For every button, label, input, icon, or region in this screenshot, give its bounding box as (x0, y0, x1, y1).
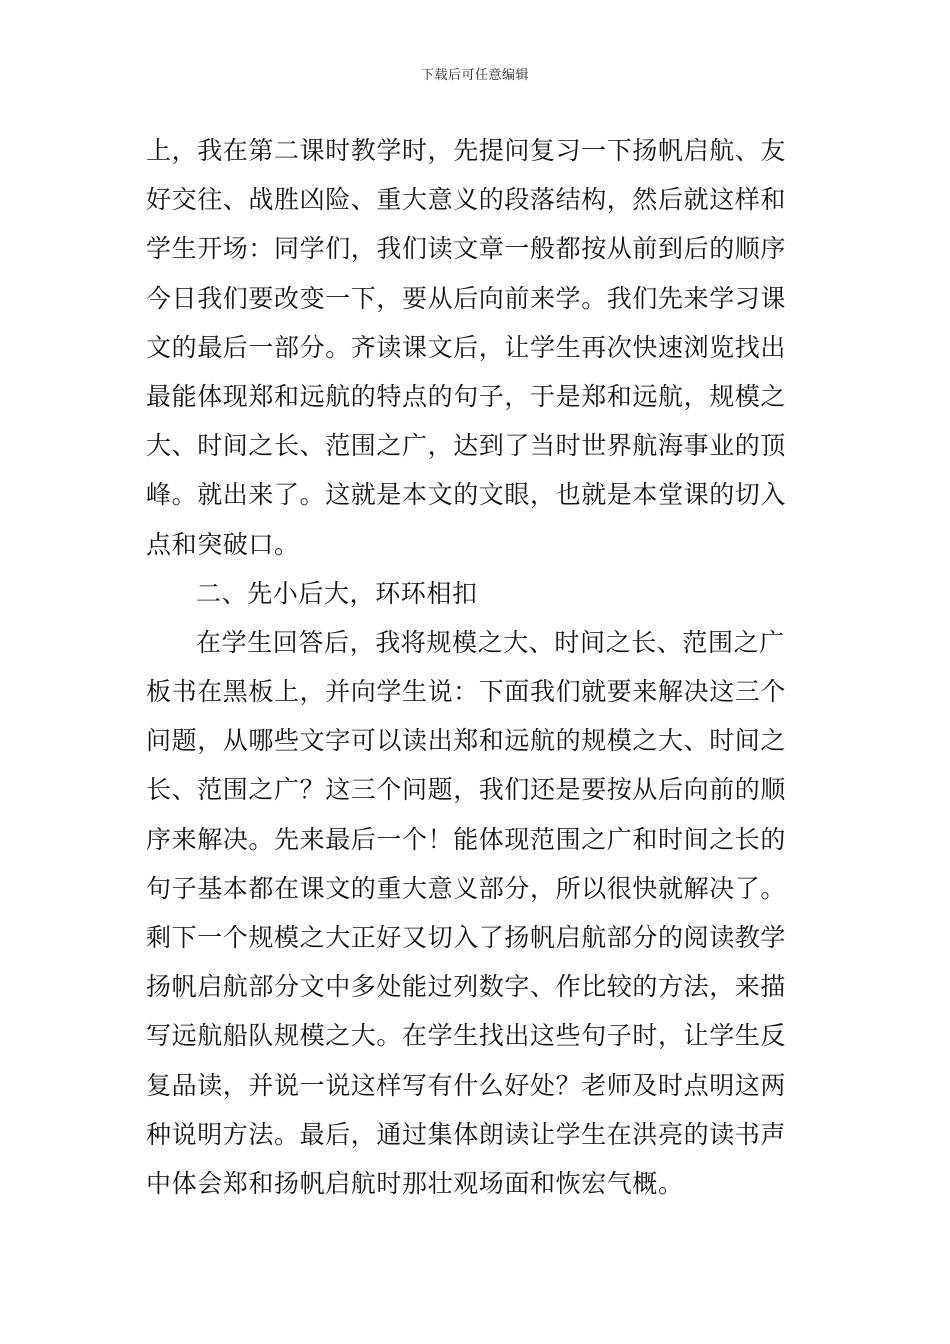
text-line: 剩下一个规模之大正好又切入了扬帆启航部分的阅读教学 (146, 923, 787, 952)
text-line: 中体会郑和扬帆启航时那壮观场面和恢宏气概。 (146, 1168, 684, 1198)
text-line: 板书在黑板上，并向学生说：下面我们就要来解决这三个 (146, 677, 787, 707)
text-line: 种说明方法。最后，通过集体朗读让学生在洪亮的读书声 (146, 1119, 787, 1149)
text-line: 序来解决。先来最后一个！能体现范围之广和时间之长的 (146, 824, 787, 854)
paragraph-1 (146, 126, 808, 569)
text-line: 大、时间之长、范围之广，达到了当时世界航海事业的顶 (146, 431, 787, 461)
section-heading: 二、先小后大，环环相扣 (196, 578, 478, 608)
page-header: 下载后可任意编辑 (420, 68, 529, 83)
text-line: 好交往、战胜凶险、重大意义的段落结构，然后就这样和 (146, 185, 787, 215)
text-line: 扬帆启航部分文中多处能过列数字、作比较的方法，来描 (146, 972, 787, 1002)
paragraph-2 (146, 618, 808, 1208)
text-line: 问题，从哪些文字可以读出郑和远航的规模之大、时间之 (146, 726, 787, 756)
document-body (146, 126, 808, 1208)
text-line: 今日我们要改变一下，要从后向前来学。我们先来学习课 (146, 283, 787, 313)
text-line: 峰。就出来了。这就是本文的文眼，也就是本堂课的切入 (146, 480, 787, 510)
text-line: 学生开场：同学们，我们读文章一般都按从前到后的顺序 (146, 234, 787, 264)
text-line: 点和突破口。 (146, 529, 300, 559)
text-line: 写远航船队规模之大。在学生找出这些句子时，让学生反 (146, 1021, 787, 1051)
text-line: 复品读，并说一说这样写有什么好处？老师及时点明这两 (146, 1070, 787, 1100)
text-line: 在学生回答后，我将规模之大、时间之长、范围之广 (196, 627, 785, 657)
text-line: 文的最后一部分。齐读课文后，让学生再次快速浏览找出 (146, 332, 787, 362)
text-line: 最能体现郑和远航的特点的句子，于是郑和远航，规模之 (146, 381, 787, 411)
text-line: 句子基本都在课文的重大意义部分，所以很快就解决了。 (146, 873, 787, 903)
text-line: 长、范围之广？这三个问题，我们还是要按从后向前的顺 (146, 775, 787, 805)
text-line: 上，我在第二课时教学时，先提问复习一下扬帆启航、友 (146, 136, 787, 165)
